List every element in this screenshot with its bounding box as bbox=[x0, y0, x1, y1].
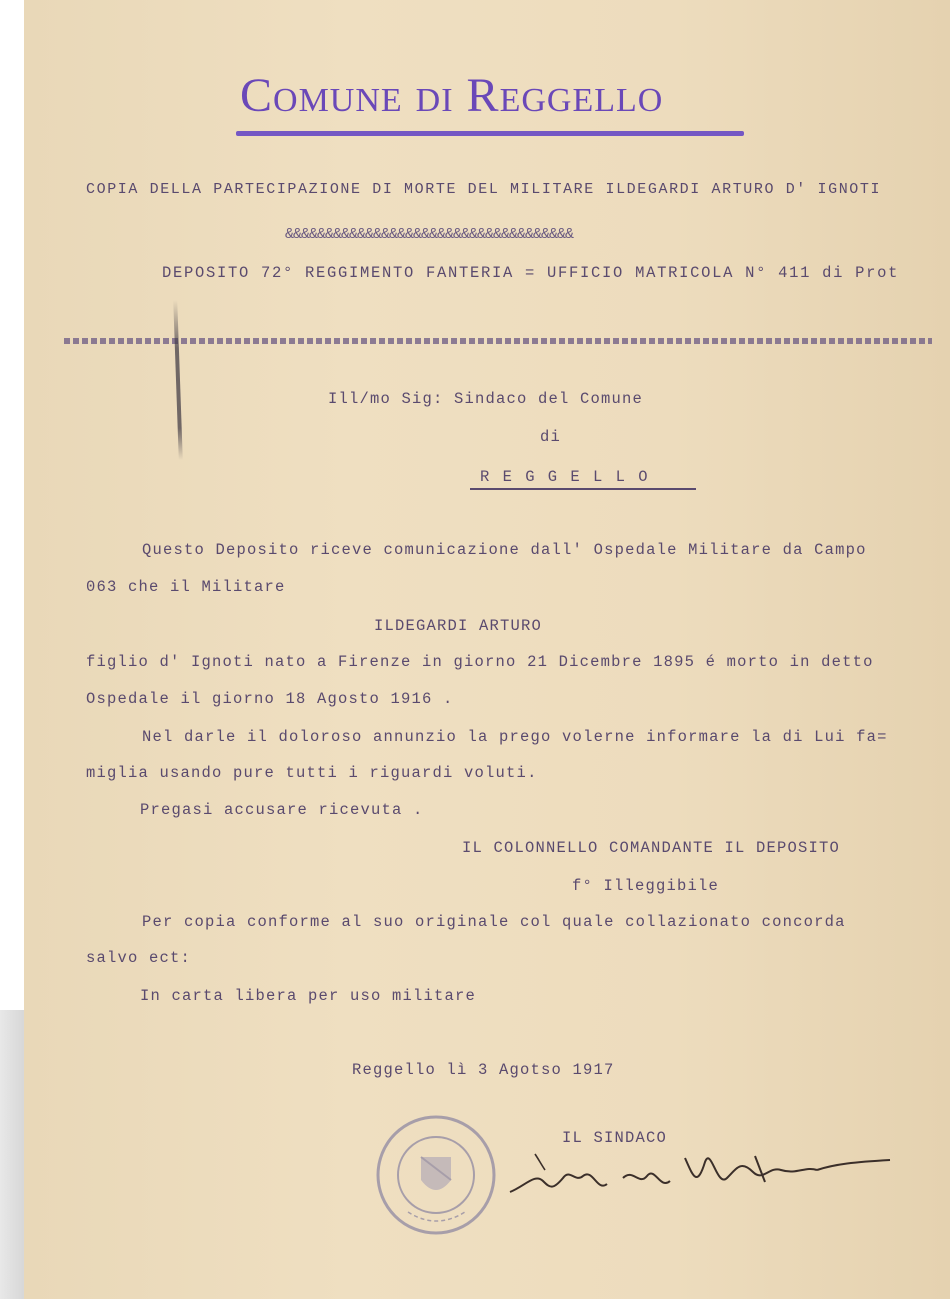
soldier-name: ILDEGARDI ARTURO bbox=[374, 617, 543, 635]
mayor-title: IL SINDACO bbox=[562, 1129, 668, 1147]
ornament-line: &&&&&&&&&&&&&&&&&&&&&&&&&&&&&&&&&&&& bbox=[285, 226, 574, 243]
signatory-title: IL COLONNELLO COMANDANTE IL DEPOSITO bbox=[462, 839, 841, 857]
sender-line: DEPOSITO 72° REGGIMENTO FANTERIA = UFFICIO MATRICOLA N° 411 di Prot bbox=[162, 264, 900, 282]
body-p2-line2: Ospedale il giorno 18 Agosto 1916 . bbox=[86, 690, 454, 708]
subject-line: COPIA DELLA PARTECIPAZIONE DI MORTE DEL MILITARE ILDEGARDI ARTURO D' IGNOTI bbox=[86, 181, 882, 198]
body-p2-line1: figlio d' Ignoti nato a Firenze in giorno 21 Dicembre 1895 é morto in detto bbox=[86, 653, 874, 671]
scan-edge bbox=[0, 1010, 24, 1299]
body-p4: Pregasi accusare ricevuta . bbox=[140, 801, 424, 819]
municipal-stamp-seal bbox=[373, 1112, 499, 1238]
body-p1-line2: 063 che il Militare bbox=[86, 578, 286, 596]
addressee-line-3: R E G G E L L O bbox=[480, 468, 650, 486]
addressee-underline bbox=[470, 488, 696, 490]
mayor-signature bbox=[505, 1148, 895, 1208]
place-date: Reggello lì 3 Agotso 1917 bbox=[352, 1061, 615, 1079]
body-p1-line1: Questo Deposito riceve comunicazione dall' Ospedale Militare da Campo bbox=[142, 541, 867, 559]
body-p3-line1: Nel darle il doloroso annunzio la prego volerne informare la di Lui fa= bbox=[142, 728, 888, 746]
letterhead-underline bbox=[236, 131, 744, 136]
separator-line bbox=[64, 338, 932, 344]
body-p3-line2: miglia usando pure tutti i riguardi voluti. bbox=[86, 764, 538, 782]
letterhead-title: Comune di Reggello bbox=[240, 69, 664, 122]
certification-line1: Per copia conforme al suo originale col quale collazionato concorda bbox=[142, 913, 846, 931]
signatory-signed: f° Illeggibile bbox=[572, 877, 720, 895]
certification-line3: In carta libera per uso militare bbox=[140, 987, 477, 1005]
addressee-line-2: di bbox=[540, 428, 562, 446]
addressee-line-1: Ill/mo Sig: Sindaco del Comune bbox=[328, 390, 644, 408]
certification-line2: salvo ect: bbox=[86, 949, 192, 967]
